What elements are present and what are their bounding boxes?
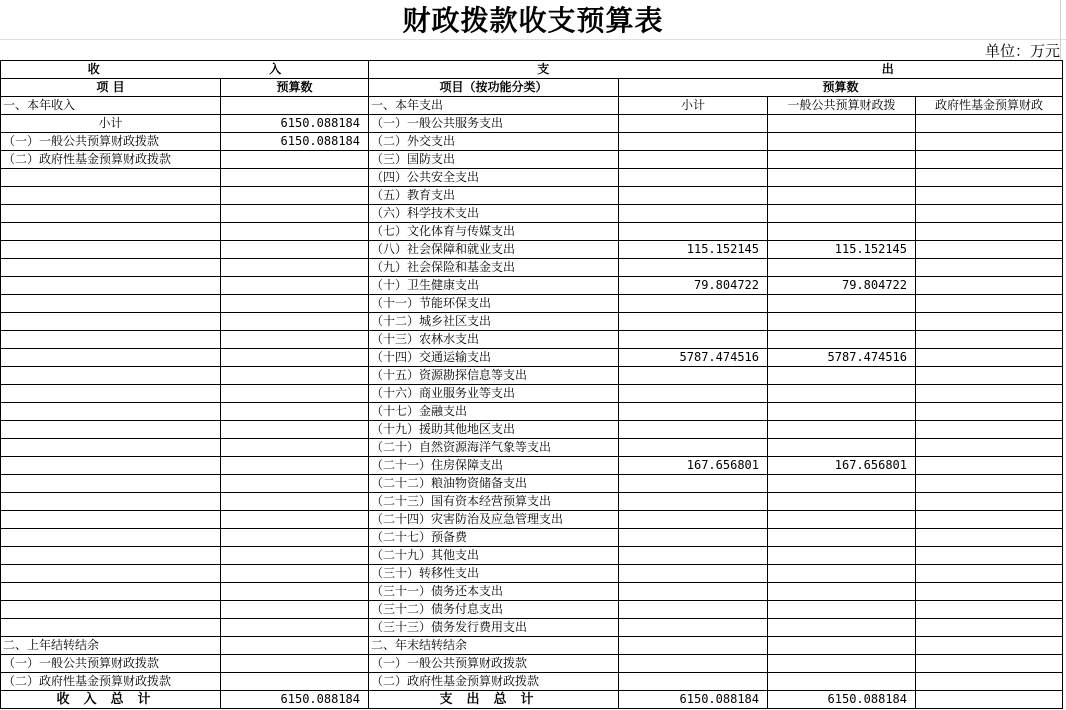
expense-item-cell: （十七）金融支出 [369, 403, 619, 421]
expense-fund-cell [916, 493, 1063, 511]
income-value-cell [221, 259, 369, 277]
income-value-cell [221, 223, 369, 241]
expense-subtotal-cell: 79.804722 [619, 277, 768, 295]
expense-item-cell: （三十）转移性支出 [369, 565, 619, 583]
page-title: 财政拨款收支预算表 [402, 4, 664, 37]
expense-subtotal-cell [619, 367, 768, 385]
expense-item-cell: （二）外交支出 [369, 133, 619, 151]
income-item-cell [1, 367, 221, 385]
expense-subtotal-cell [619, 169, 768, 187]
income-item-cell [1, 403, 221, 421]
expense-general-cell [768, 529, 916, 547]
expense-general-cell [768, 493, 916, 511]
expense-subtotal-cell [619, 205, 768, 223]
income-item-cell [1, 529, 221, 547]
expense-item-cell: （三十三）债务发行费用支出 [369, 619, 619, 637]
expense-general-cell [768, 115, 916, 133]
expense-general-cell [768, 169, 916, 187]
table-row [1, 655, 1063, 673]
income-value-cell [221, 421, 369, 439]
table-row [1, 151, 1063, 169]
expense-total-label: 支出总计 [369, 691, 619, 709]
income-value-cell [221, 583, 369, 601]
expense-item-cell: （十一）节能环保支出 [369, 295, 619, 313]
income-item-cell [1, 187, 221, 205]
fund-budget-header: 政府性基金预算财政 [916, 97, 1063, 115]
expense-general-cell [768, 601, 916, 619]
table-row [1, 601, 1063, 619]
expense-item-cell: （二十三）国有资本经营预算支出 [369, 493, 619, 511]
expense-item-cell: （十二）城乡社区支出 [369, 313, 619, 331]
expense-item-cell: （三）国防支出 [369, 151, 619, 169]
table-row [1, 637, 1063, 655]
expense-item-cell: （十）卫生健康支出 [369, 277, 619, 295]
income-item-cell: （一）一般公共预算财政拨款 [1, 133, 221, 151]
expense-subtotal-cell [619, 601, 768, 619]
expense-subtotal-cell: 5787.474516 [619, 349, 768, 367]
expense-subtotal-cell [619, 673, 768, 691]
income-item-cell [1, 511, 221, 529]
expense-general-cell [768, 511, 916, 529]
income-value-cell [221, 475, 369, 493]
table-row [1, 169, 1063, 187]
income-total-value: 6150.088184 [221, 691, 369, 709]
table-row [1, 277, 1063, 295]
income-item-cell [1, 547, 221, 565]
expense-subtotal-cell [619, 619, 768, 637]
expense-subtotal-cell [619, 187, 768, 205]
expense-fund-cell [916, 367, 1063, 385]
expense-subtotal-cell [619, 151, 768, 169]
income-value-cell [221, 349, 369, 367]
table-row [1, 493, 1063, 511]
expense-general-cell [768, 547, 916, 565]
expense-item-cell: （三十一）债务还本支出 [369, 583, 619, 601]
expense-fund-cell [916, 673, 1063, 691]
expense-fund-cell [916, 565, 1063, 583]
header-row-2 [1, 79, 1063, 97]
expense-item-cell: （十六）商业服务业等支出 [369, 385, 619, 403]
expense-general-cell [768, 637, 916, 655]
expense-subtotal-cell [619, 511, 768, 529]
income-budget-header: 预算数 [221, 79, 369, 97]
table-row [1, 187, 1063, 205]
income-value-cell [221, 385, 369, 403]
expense-fund-cell [916, 511, 1063, 529]
expense-general-cell [768, 475, 916, 493]
expense-general-cell: 167.656801 [768, 457, 916, 475]
expense-item-cell: （七）文化体育与传媒支出 [369, 223, 619, 241]
expense-subtotal-cell [619, 439, 768, 457]
income-value-cell [221, 619, 369, 637]
expense-subtotal-cell [619, 259, 768, 277]
expense-general-cell [768, 673, 916, 691]
income-item-header: 项 目 [1, 79, 221, 97]
expense-subtotal-cell [619, 637, 768, 655]
budget-table [0, 60, 1063, 709]
expense-item-cell: （二十二）粮油物资储备支出 [369, 475, 619, 493]
income-value-cell [221, 403, 369, 421]
table-row [1, 205, 1063, 223]
expense-subtotal-cell [619, 385, 768, 403]
income-item-cell [1, 313, 221, 331]
income-item-cell [1, 277, 221, 295]
table-row [1, 439, 1063, 457]
expense-general-cell: 5787.474516 [768, 349, 916, 367]
income-value-cell [221, 277, 369, 295]
income-item-cell [1, 331, 221, 349]
expense-general-cell [768, 403, 916, 421]
expense-item-cell: 一、本年支出 [369, 97, 619, 115]
expense-subtotal-cell [619, 115, 768, 133]
income-item-cell: （一）一般公共预算财政拨款 [1, 655, 221, 673]
table-row [1, 331, 1063, 349]
table-row [1, 259, 1063, 277]
expense-fund-cell [916, 349, 1063, 367]
expense-subtotal-cell [619, 583, 768, 601]
expense-subtotal-cell [619, 529, 768, 547]
income-header-b: 入 [269, 62, 282, 76]
expense-fund-cell [916, 115, 1063, 133]
expense-fund-cell [916, 151, 1063, 169]
income-item-cell [1, 223, 221, 241]
expense-subtotal-cell [619, 331, 768, 349]
income-value-cell: 6150.088184 [221, 133, 369, 151]
expense-general-cell [768, 583, 916, 601]
sheet-gridline [0, 39, 1066, 40]
expense-total-fund [916, 691, 1063, 709]
expense-item-cell: （九）社会保险和基金支出 [369, 259, 619, 277]
income-value-cell [221, 529, 369, 547]
expense-fund-cell [916, 169, 1063, 187]
expense-item-cell: （十九）援助其他地区支出 [369, 421, 619, 439]
income-item-cell [1, 439, 221, 457]
income-value-cell [221, 187, 369, 205]
income-value-cell [221, 565, 369, 583]
expense-item-cell: （二十九）其他支出 [369, 547, 619, 565]
income-item-cell [1, 565, 221, 583]
income-value-cell [221, 439, 369, 457]
expense-fund-cell [916, 241, 1063, 259]
income-value-cell [221, 493, 369, 511]
income-item-cell: （二）政府性基金预算财政拨款 [1, 151, 221, 169]
expense-subtotal-cell [619, 223, 768, 241]
expense-fund-cell [916, 385, 1063, 403]
table-row [1, 295, 1063, 313]
expense-general-cell [768, 223, 916, 241]
expense-general-cell [768, 133, 916, 151]
table-row [1, 403, 1063, 421]
expense-item-cell: （五）教育支出 [369, 187, 619, 205]
expense-fund-cell [916, 421, 1063, 439]
expense-item-cell: （二十四）灾害防治及应急管理支出 [369, 511, 619, 529]
expense-item-cell: （六）科学技术支出 [369, 205, 619, 223]
expense-budget-header: 预算数 [619, 79, 1063, 97]
income-item-cell: 一、本年收入 [1, 97, 221, 115]
income-value-cell [221, 673, 369, 691]
expense-item-cell: （八）社会保障和就业支出 [369, 241, 619, 259]
income-value-cell [221, 295, 369, 313]
expense-fund-cell [916, 223, 1063, 241]
expense-subtotal-cell [619, 403, 768, 421]
expense-item-cell: （四）公共安全支出 [369, 169, 619, 187]
income-value-cell [221, 169, 369, 187]
expense-fund-cell [916, 313, 1063, 331]
expense-fund-cell [916, 277, 1063, 295]
income-item-cell: （二）政府性基金预算财政拨款 [1, 673, 221, 691]
expense-item-cell: （三十二）债务付息支出 [369, 601, 619, 619]
expense-fund-cell [916, 331, 1063, 349]
expense-item-cell: （一）一般公共服务支出 [369, 115, 619, 133]
income-value-cell [221, 511, 369, 529]
expense-fund-cell [916, 439, 1063, 457]
expense-fund-cell [916, 403, 1063, 421]
income-header [1, 61, 369, 79]
table-row [1, 349, 1063, 367]
income-total-label: 收入总计 [1, 691, 221, 709]
expense-general-cell: 115.152145 [768, 241, 916, 259]
expense-subtotal-cell [619, 295, 768, 313]
income-item-cell: 小计 [1, 115, 221, 133]
income-item-cell: 二、上年结转结余 [1, 637, 221, 655]
income-header-a: 收 [87, 62, 100, 76]
income-item-cell [1, 169, 221, 187]
table-row [1, 529, 1063, 547]
expense-fund-cell [916, 205, 1063, 223]
expense-header-b: 出 [881, 62, 894, 76]
expense-header [369, 61, 1063, 79]
table-row [1, 565, 1063, 583]
expense-header-a: 支 [537, 62, 550, 76]
income-value-cell [221, 313, 369, 331]
expense-general-cell [768, 385, 916, 403]
income-value-cell [221, 205, 369, 223]
table-row [1, 475, 1063, 493]
table-row [1, 673, 1063, 691]
expense-item-cell: （二）政府性基金预算财政拨款 [369, 673, 619, 691]
table-row [1, 367, 1063, 385]
income-item-cell [1, 349, 221, 367]
expense-item-cell: （十三）农林水支出 [369, 331, 619, 349]
income-value-cell [221, 241, 369, 259]
table-row [1, 133, 1063, 151]
expense-subtotal-cell [619, 493, 768, 511]
expense-subtotal-cell [619, 655, 768, 673]
income-value-cell [221, 151, 369, 169]
general-budget-header: 一般公共预算财政拨 [768, 97, 916, 115]
income-value-cell [221, 601, 369, 619]
income-item-cell [1, 457, 221, 475]
income-value-cell [221, 367, 369, 385]
expense-general-cell [768, 331, 916, 349]
expense-general-cell [768, 187, 916, 205]
expense-general-cell [768, 295, 916, 313]
income-item-cell [1, 421, 221, 439]
expense-fund-cell [916, 547, 1063, 565]
income-value-cell [221, 331, 369, 349]
expense-general-cell [768, 367, 916, 385]
income-item-cell [1, 241, 221, 259]
expense-general-cell [768, 565, 916, 583]
expense-general-cell [768, 439, 916, 457]
expense-general-cell [768, 259, 916, 277]
table-row [1, 241, 1063, 259]
expense-subtotal-cell [619, 421, 768, 439]
table-row [1, 223, 1063, 241]
expense-subtotal-cell [619, 475, 768, 493]
expense-fund-cell [916, 601, 1063, 619]
expense-fund-cell [916, 655, 1063, 673]
expense-general-cell [768, 655, 916, 673]
income-item-cell [1, 205, 221, 223]
income-value-cell [221, 655, 369, 673]
expense-subtotal-cell: 167.656801 [619, 457, 768, 475]
income-item-cell [1, 385, 221, 403]
expense-general-cell [768, 619, 916, 637]
income-item-cell [1, 583, 221, 601]
expense-fund-cell [916, 457, 1063, 475]
expense-subtotal-cell [619, 133, 768, 151]
totals-row [1, 691, 1063, 709]
income-value-cell [221, 97, 369, 115]
expense-fund-cell [916, 529, 1063, 547]
expense-fund-cell [916, 295, 1063, 313]
expense-fund-cell [916, 187, 1063, 205]
income-value-cell: 6150.088184 [221, 115, 369, 133]
expense-general-cell [768, 205, 916, 223]
expense-item-cell: （二十七）预备费 [369, 529, 619, 547]
table-row [1, 421, 1063, 439]
income-item-cell [1, 493, 221, 511]
income-value-cell [221, 547, 369, 565]
header-row-1 [1, 61, 1063, 79]
income-value-cell [221, 637, 369, 655]
expense-fund-cell [916, 475, 1063, 493]
expense-subtotal-cell [619, 313, 768, 331]
table-row [1, 457, 1063, 475]
income-item-cell [1, 601, 221, 619]
expense-item-cell: （二十）自然资源海洋气象等支出 [369, 439, 619, 457]
table-row [1, 547, 1063, 565]
header-row-3 [1, 97, 1063, 115]
expense-item-cell: （二十一）住房保障支出 [369, 457, 619, 475]
expense-fund-cell [916, 637, 1063, 655]
expense-subtotal-cell [619, 547, 768, 565]
income-value-cell [221, 457, 369, 475]
expense-subtotal-cell: 115.152145 [619, 241, 768, 259]
table-row [1, 511, 1063, 529]
expense-total-subtotal: 6150.088184 [619, 691, 768, 709]
table-row [1, 583, 1063, 601]
income-item-cell [1, 259, 221, 277]
income-item-cell [1, 475, 221, 493]
income-item-cell [1, 619, 221, 637]
expense-general-cell [768, 421, 916, 439]
income-item-cell [1, 295, 221, 313]
expense-fund-cell [916, 133, 1063, 151]
unit-label: 单位：万元 [984, 42, 1060, 60]
expense-item-cell: （一）一般公共预算财政拨款 [369, 655, 619, 673]
expense-item-cell: （十四）交通运输支出 [369, 349, 619, 367]
expense-fund-cell [916, 619, 1063, 637]
expense-item-cell: 二、年末结转结余 [369, 637, 619, 655]
table-row [1, 619, 1063, 637]
expense-general-cell: 79.804722 [768, 277, 916, 295]
expense-item-header: 项目（按功能分类） [369, 79, 619, 97]
table-row [1, 313, 1063, 331]
expense-fund-cell [916, 583, 1063, 601]
expense-subtotal-cell [619, 565, 768, 583]
expense-general-cell [768, 151, 916, 169]
expense-fund-cell [916, 259, 1063, 277]
table-row [1, 385, 1063, 403]
sheet-column-divider [1060, 0, 1061, 60]
expense-general-cell [768, 313, 916, 331]
table-row [1, 115, 1063, 133]
subtotal-header: 小计 [619, 97, 768, 115]
expense-item-cell: （十五）资源勘探信息等支出 [369, 367, 619, 385]
expense-total-general: 6150.088184 [768, 691, 916, 709]
